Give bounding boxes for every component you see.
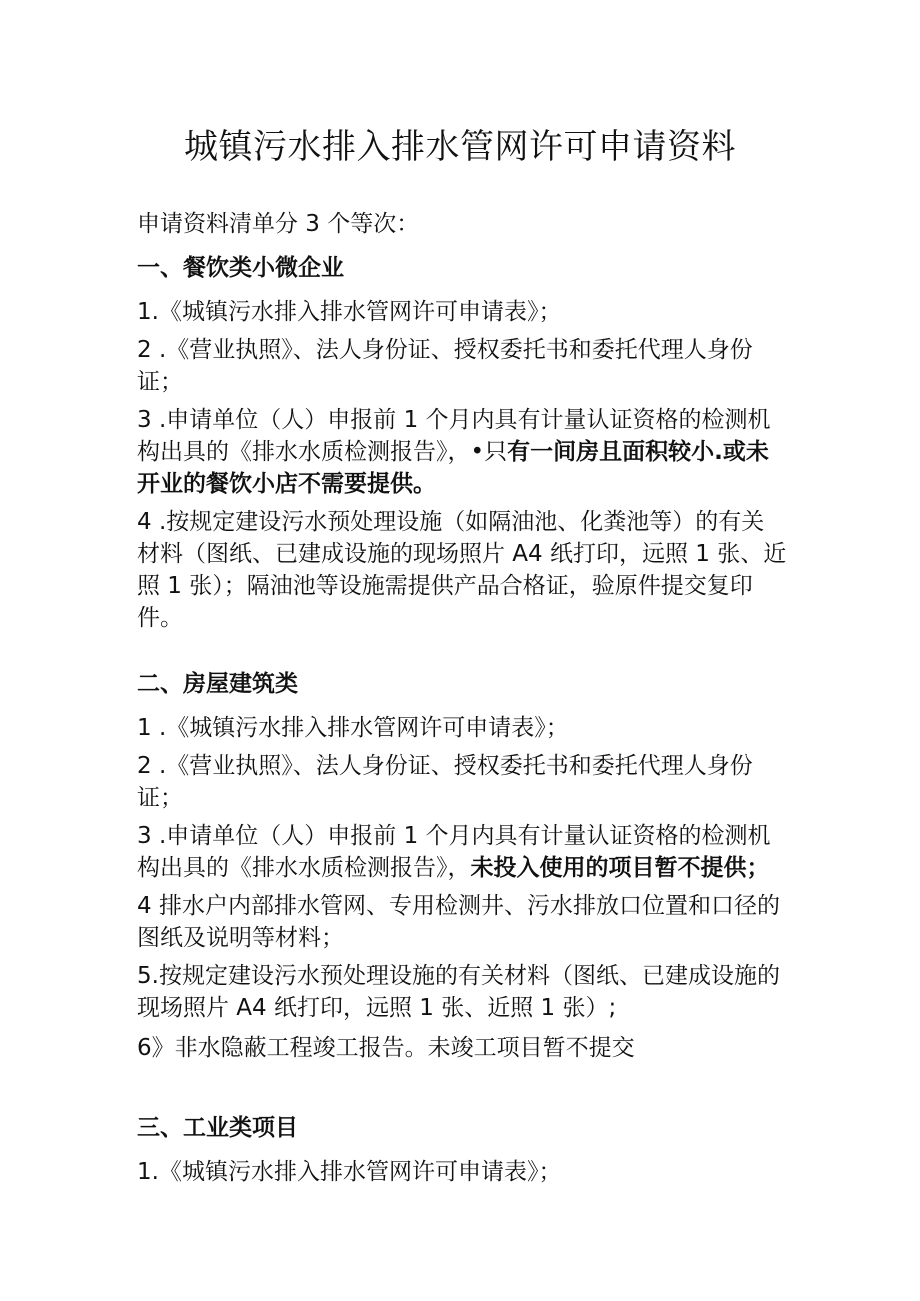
section-heading-building: 二、房屋建筑类 [137, 671, 298, 697]
document-body [137, 208, 787, 1188]
intro-text: 申请资料清单分 3 个等次： [137, 211, 420, 237]
list-item: 4 排水户内部排水管网、专用检测井、污水排放口位置和口径的图纸及说明等材料； [137, 893, 780, 951]
section-building [137, 668, 787, 1064]
item-emphasis: 未投入使用的项目暂不提供； [470, 855, 770, 881]
list-item: 2 .《营业执照》、法人身份证、授权委托书和委托代理人身份证； [137, 753, 753, 811]
section-industrial [137, 1112, 787, 1188]
list-item: 4 .按规定建设污水预处理设施（如隔油池、化粪池等）的有关材料（图纸、已建成设施的现场照片 A4 纸打印，远照 1 张、近照 1 张）；隔油池等设施需提供产品合格证，验原件提交复印件。 [137, 509, 787, 631]
section-catering [137, 252, 787, 634]
section-heading-industrial: 三、工业类项目 [137, 1115, 298, 1141]
item-text: 3 .申请单位（人）申报前 1 个月内具有计量认证资格的检测机构出具的《排水水质检测报告》， [137, 823, 771, 881]
item-text: 3 .申请单位（人）申报前 1 个月内具有计量认证资格的检测机构出具的《排水水质检测报告》，•只 [137, 407, 771, 465]
list-item: 2 .《营业执照》、法人身份证、授权委托书和委托代理人身份证； [137, 337, 753, 395]
list-item [137, 404, 787, 500]
item-emphasis: 有一间房且面积较小.或未开业的餐饮小店不需要提供。 [137, 439, 769, 497]
section-heading-catering: 一、餐饮类小微企业 [137, 255, 344, 281]
list-item: 1 .《城镇污水排入排水管网许可申请表》； [137, 715, 569, 741]
list-item [137, 820, 787, 884]
list-item: 1.《城镇污水排入排水管网许可申请表》； [137, 1159, 562, 1185]
list-item: 5.按规定建设污水预处理设施的有关材料（图纸、已建成设施的现场照片 A4 纸打印，远照 1 张、近照 1 张）; [137, 963, 780, 1021]
list-item: 1.《城镇污水排入排水管网许可申请表》； [137, 299, 562, 325]
list-item: 6》非水隐蔽工程竣工报告。未竣工项目暂不提交 [137, 1035, 635, 1061]
document-title: 城镇污水排入排水管网许可申请资料 [184, 127, 736, 167]
